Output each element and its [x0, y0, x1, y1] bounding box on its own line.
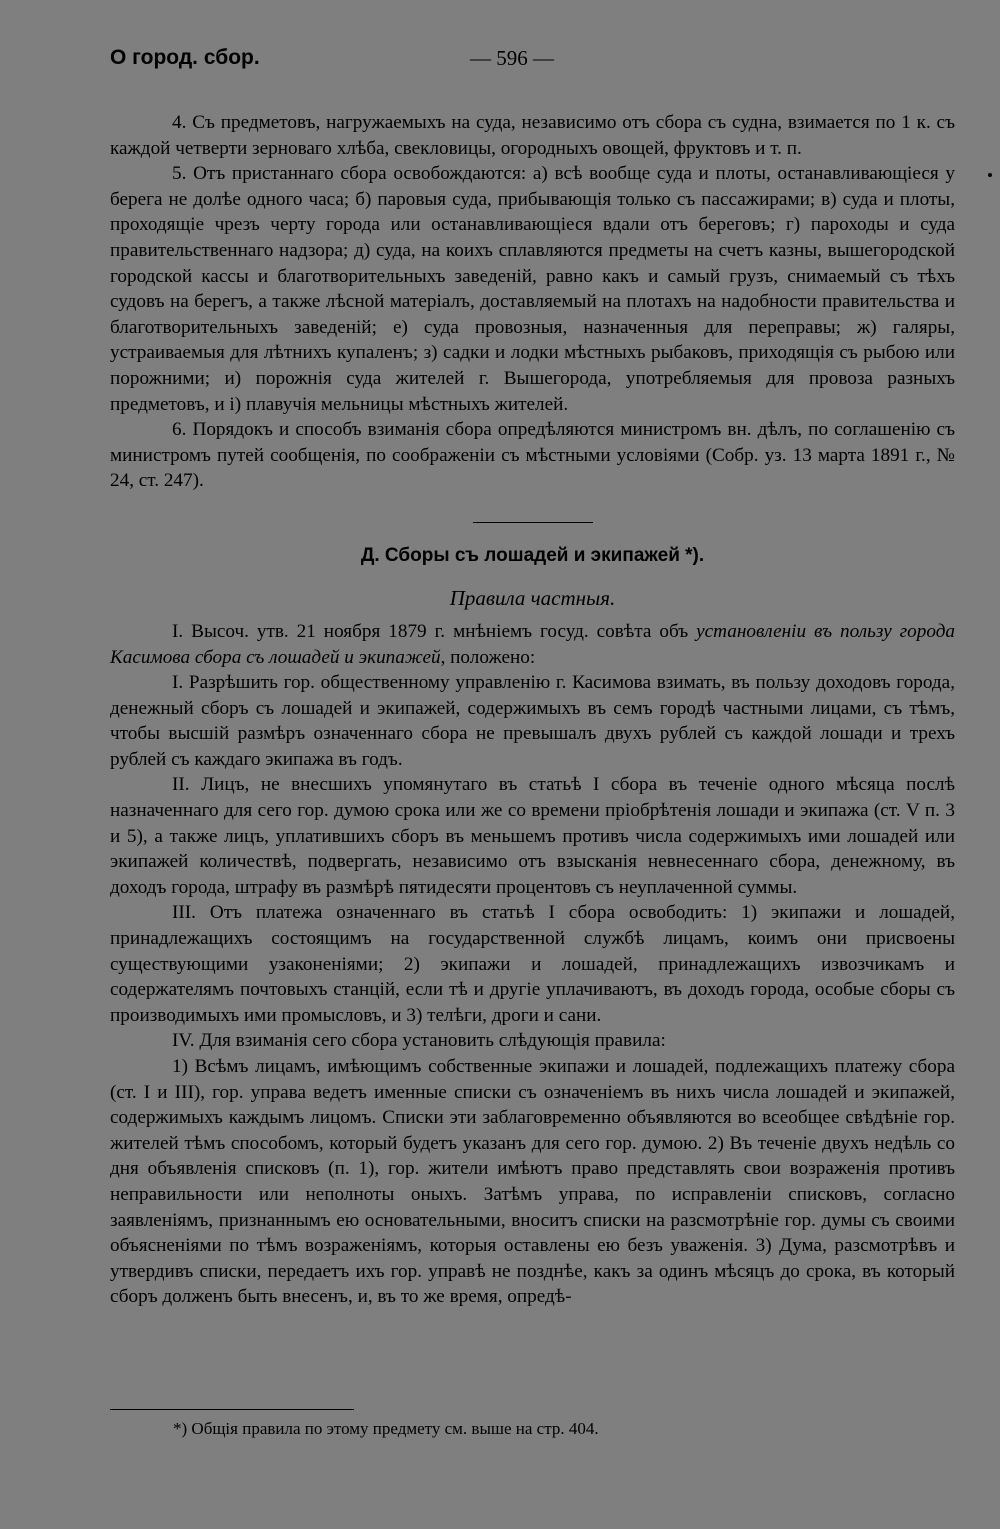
- decree-italic: установленіи въ пользу города Касимова сбора съ лошадей и экипажей: [110, 620, 955, 668]
- page-header: [110, 46, 955, 80]
- article-4-rules: 1) Всѣмъ лицамъ, имѣющимъ собственные экипажи и лошадей, подлежащихъ платежу сбора (ст. I и III), гор. управа ведетъ именные списки съ означеніемъ въ нихъ числа лошадей и экипажей, содержимыхъ каждымъ лицомъ. Списки эти заблаговременно объявляются во всеобщее свѣдѣніе гор. жителей тѣмъ способомъ, который будетъ указанъ для сего гор. думою. 2) Въ теченіе двухъ недѣль со дня объявленія списковъ (п. 1), гор. жители имѣютъ право представлять свои возраженія противъ неправильности или неполноты оныхъ. Затѣмъ управа, по исправленіи списковъ, согласно заявленіямъ, признаннымъ ею основательными, вноситъ списки на разсмотрѣніе гор. думы съ своими объясненіями по тѣмъ возраженіямъ, которыя оставлены ею безъ уваженія. 3) Дума, разсмотрѣвъ и утвердивъ списки, передаетъ ихъ гор. управѣ не позднѣе, какъ за одинъ мѣсяцъ до срока, въ который сборъ долженъ быть внесенъ, и, въ то же время, опредѣ-: [110, 1056, 955, 1308]
- page-body: [110, 110, 955, 1310]
- running-head: О город. сбор.: [110, 46, 260, 69]
- footnote: *) Общія правила по этому предмету см. выше на стр. 404.: [173, 1419, 599, 1438]
- article-1: I. Разрѣшить гор. общественному управленію г. Касимова взимать, въ пользу доходовъ города, денежный сборъ съ лошадей и экипажей, содержимыхъ въ семъ городѣ частными лицами, съ тѣмъ, чтобы высшій размѣръ означеннаго сбора не превышалъ двухъ рублей съ каждой лошади и трехъ рублей съ каждаго экипажа въ годъ.: [110, 672, 955, 770]
- article-3: III. Отъ платежа означеннаго въ статьѣ I сбора освободить: 1) экипажи и лошадей, принадлежащихъ состоящимъ на государственной службѣ лицамъ, коимъ они присвоены существующими узаконеніями; 2) экипажи и лошадей, принадлежащихъ извозчикамъ и содержателямъ почтовыхъ станцій, если тѣ и другіе уплачиваютъ, въ доходъ города, особые сборы съ производимыхъ ими промысловъ, и 3) телѣги, дроги и сани.: [110, 902, 955, 1026]
- section-divider: [473, 522, 593, 523]
- page-number: — 596 —: [470, 46, 554, 70]
- section-title: Д. Сборы съ лошадей и экипажей *).: [360, 544, 705, 566]
- footnote-divider: [110, 1409, 354, 1410]
- subsection-title: Правила частныя.: [449, 585, 616, 610]
- paragraph-5: 5. Отъ пристаннаго сбора освобождаются: а) всѣ вообще суда и плоты, останавливающіеся у берега не долѣе одного часа; б) паровыя суда, прибывающія только съ пассажирами; в) суда и плоты, проходящіе чрезъ черту города или останавливающіеся вдали отъ береговъ; г) пароходы и суда правительственнаго надзора; д) суда, на коихъ сплавляются предметы на счетъ казны, вышегородской городской кассы и благотворительныхъ заведеній, равно какъ и самый грузъ, снимаемый съ тѣхъ судовъ на берегъ, а также лѣсной матеріалъ, доставляемый на плотахъ на надобности правительства и благотворительныхъ заведеній; е) суда провозныя, назначенныя для переправы; ж) галяры, устраиваемыя для лѣтнихъ купаленъ; з) садки и лодки мѣстныхъ рыбаковъ, приходящія съ рыбою или порожними; и) порожнія суда жителей г. Вышегорода, употребляемыя для провоза разныхъ предметовъ, и і) плавучія мельницы мѣстныхъ жителей.: [110, 163, 955, 415]
- decree-paragraph: [110, 619, 955, 670]
- decree-tail: , положено:: [440, 646, 536, 668]
- paragraph-4: 4. Съ предметовъ, нагружаемыхъ на суда, независимо отъ сбора съ судна, взимается по 1 к. съ каждой четверти зерноваго хлѣба, свекловицы, огородныхъ овощей, фруктовъ и т. п.: [110, 112, 955, 159]
- article-4: IV. Для взиманія сего сбора установить слѣдующія правила:: [172, 1030, 666, 1052]
- paragraph-6: 6. Порядокъ и способъ взиманія сбора опредѣляются министромъ вн. дѣлъ, по соглашенію съ министромъ путей сообщенія, по соображеніи съ мѣстными условіями (Собр. уз. 13 марта 1891 г., № 24, ст. 247).: [110, 419, 955, 492]
- article-2: II. Лицъ, не внесшихъ упомянутаго въ статьѣ I сбора въ теченіе одного мѣсяца послѣ назначеннаго для сего гор. думою срока или же со времени пріобрѣтенія лошади и экипажа (ст. V п. 3 и 5), а также лицъ, уплатившихъ сборъ въ меньшемъ противъ числа содержимыхъ ими лошадей или экипажей количествѣ, подвергать, независимо отъ взысканія невнесеннаго сбора, денежному, въ доходъ города, штрафу въ размѣрѣ пятидесяти процентовъ съ неуплаченной суммы.: [110, 774, 955, 898]
- stray-dot-mark: [988, 173, 992, 177]
- decree-lead: I. Высоч. утв. 21 ноября 1879 г. мнѣніемъ госуд. совѣта объ: [172, 620, 697, 642]
